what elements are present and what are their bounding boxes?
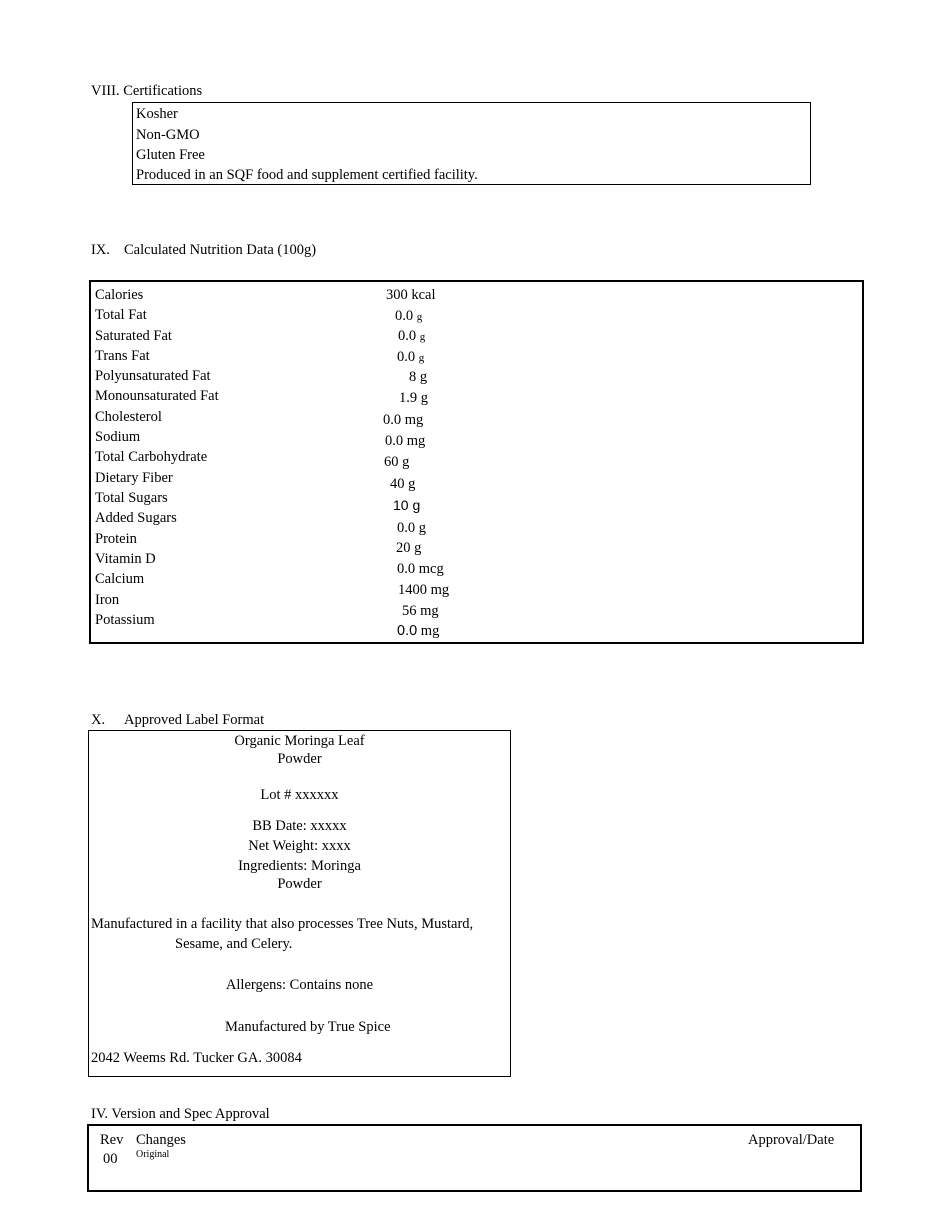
nutrient-label: Cholesterol: [95, 409, 162, 425]
nutrient-value: [385, 433, 425, 450]
ingredients-line1: Ingredients: Moringa: [238, 858, 361, 874]
nutrient-value-number: 20: [396, 540, 411, 556]
nutrient-value-unit: g: [402, 454, 410, 470]
nutrient-value-unit: g: [408, 476, 416, 492]
nutrient-value-unit: mg: [404, 412, 424, 428]
nutrient-value-number: 0.0: [397, 623, 418, 639]
rev-header: Rev: [100, 1132, 124, 1148]
net-weight: Net Weight: xxxx: [248, 838, 351, 854]
nutrient-value-unit: g: [412, 497, 421, 513]
nutrient-value-unit: g: [414, 540, 422, 556]
changes-value: Original: [136, 1149, 170, 1160]
certification-item: Produced in an SQF food and supplement certified facility.: [136, 167, 478, 183]
certification-item: Kosher: [136, 106, 178, 122]
nutrient-label: Polyunsaturated Fat: [95, 368, 211, 384]
nutrient-value-number: 0.0: [397, 349, 416, 365]
nutrient-value-unit: mcg: [418, 561, 444, 577]
nutrient-value: [397, 349, 424, 366]
nutrient-value-number: 40: [390, 476, 405, 492]
ingredients-line2: Powder: [277, 876, 322, 892]
nutrient-label: Added Sugars: [95, 510, 177, 526]
nutrient-value-unit: g: [416, 311, 423, 323]
nutrient-value: [397, 561, 444, 578]
certification-item: Non-GMO: [136, 127, 200, 143]
nutrient-value-number: 8: [409, 369, 417, 385]
nutrient-value-unit: g: [419, 369, 428, 385]
nutrient-label: Potassium: [95, 612, 155, 628]
rev-value: 00: [103, 1151, 118, 1167]
nutrient-value: [397, 623, 439, 640]
nutrient-value: [396, 540, 421, 557]
product-name-line2: Powder: [277, 751, 322, 767]
nutrient-label: Dietary Fiber: [95, 470, 173, 486]
nutrient-label: Total Carbohydrate: [95, 449, 208, 465]
version-table: [87, 1124, 862, 1192]
manufacturer: Manufactured by True Spice: [225, 1019, 391, 1035]
nutrient-value: [399, 390, 428, 407]
nutrient-label: Sodium: [95, 429, 141, 445]
allergens-statement: Allergens: Contains none: [225, 977, 374, 993]
label-format-box: [88, 730, 511, 1077]
nutrient-value-number: 1400: [398, 582, 427, 598]
nutrient-label: Saturated Fat: [95, 328, 172, 344]
nutrient-value-unit: mg: [406, 433, 426, 449]
nutrient-value: [397, 520, 426, 537]
nutrient-label: Vitamin D: [95, 551, 156, 567]
nutrient-label: Calcium: [95, 571, 145, 587]
nutrient-label: Calories: [95, 287, 144, 303]
label-format-section-number: X.: [91, 712, 106, 728]
nutrition-section-number: IX.: [91, 242, 110, 258]
nutrition-title: Calculated Nutrition Data (100g): [124, 242, 317, 258]
product-name-line1: Organic Moringa Leaf: [234, 733, 365, 749]
nutrient-value-number: 0.0: [385, 433, 404, 449]
nutrient-value-number: 0.0: [398, 328, 417, 344]
nutrient-value: [383, 412, 423, 429]
nutrient-value-number: 1.9: [399, 390, 418, 406]
certifications-box: [132, 102, 811, 185]
nutrient-value-number: 60: [384, 454, 399, 470]
nutrient-value-unit: g: [419, 331, 426, 343]
nutrient-value-number: 0.0: [383, 412, 402, 428]
nutrient-value-unit: mg: [420, 603, 439, 619]
nutrient-value-number: 300: [386, 287, 408, 303]
nutrient-label: Iron: [95, 592, 120, 608]
nutrient-value: [386, 287, 436, 304]
nutrient-value: [398, 582, 449, 599]
nutrient-value-unit: mg: [430, 582, 450, 598]
nutrient-label: Total Sugars: [95, 490, 168, 506]
nutrient-value-number: 10: [393, 497, 409, 513]
facility-statement-line1: Manufactured in a facility that also processes Tree Nuts, Mustard,: [91, 916, 474, 932]
nutrient-value-unit: g: [418, 352, 425, 364]
changes-header: Changes: [136, 1132, 186, 1148]
address: 2042 Weems Rd. Tucker GA. 30084: [91, 1050, 302, 1066]
nutrient-value-unit: g: [420, 390, 428, 406]
lot-number: Lot # xxxxxx: [260, 787, 339, 803]
nutrient-value-number: 0.0: [397, 520, 416, 536]
nutrient-label: Protein: [95, 531, 137, 547]
nutrient-label: Trans Fat: [95, 348, 150, 364]
nutrient-label: Monounsaturated Fat: [95, 388, 219, 404]
nutrient-value-number: 56: [402, 603, 417, 619]
nutrient-value: [402, 603, 439, 620]
facility-statement-line2: Sesame, and Celery.: [175, 936, 293, 952]
certification-item: Gluten Free: [136, 147, 205, 163]
version-title: IV. Version and Spec Approval: [91, 1106, 270, 1122]
nutrient-value-number: 0.0: [395, 308, 414, 324]
certifications-title: VIII. Certifications: [91, 83, 203, 99]
nutrient-value: [390, 476, 415, 493]
nutrient-value: [398, 328, 425, 345]
nutrient-value-number: 0.0: [397, 561, 416, 577]
nutrient-value-unit: kcal: [411, 287, 436, 303]
nutrient-value-unit: mg: [420, 623, 440, 639]
bb-date: BB Date: xxxxx: [252, 818, 347, 834]
approval-date-header: Approval/Date: [748, 1132, 835, 1148]
nutrient-value: [409, 369, 427, 386]
nutrient-value: [395, 308, 422, 325]
nutrient-value: [393, 497, 420, 513]
label-format-title: Approved Label Format: [124, 712, 265, 728]
nutrition-table: [89, 280, 864, 644]
nutrient-label: Total Fat: [95, 307, 147, 323]
nutrient-value: [384, 454, 409, 471]
nutrient-value-unit: g: [418, 520, 426, 536]
